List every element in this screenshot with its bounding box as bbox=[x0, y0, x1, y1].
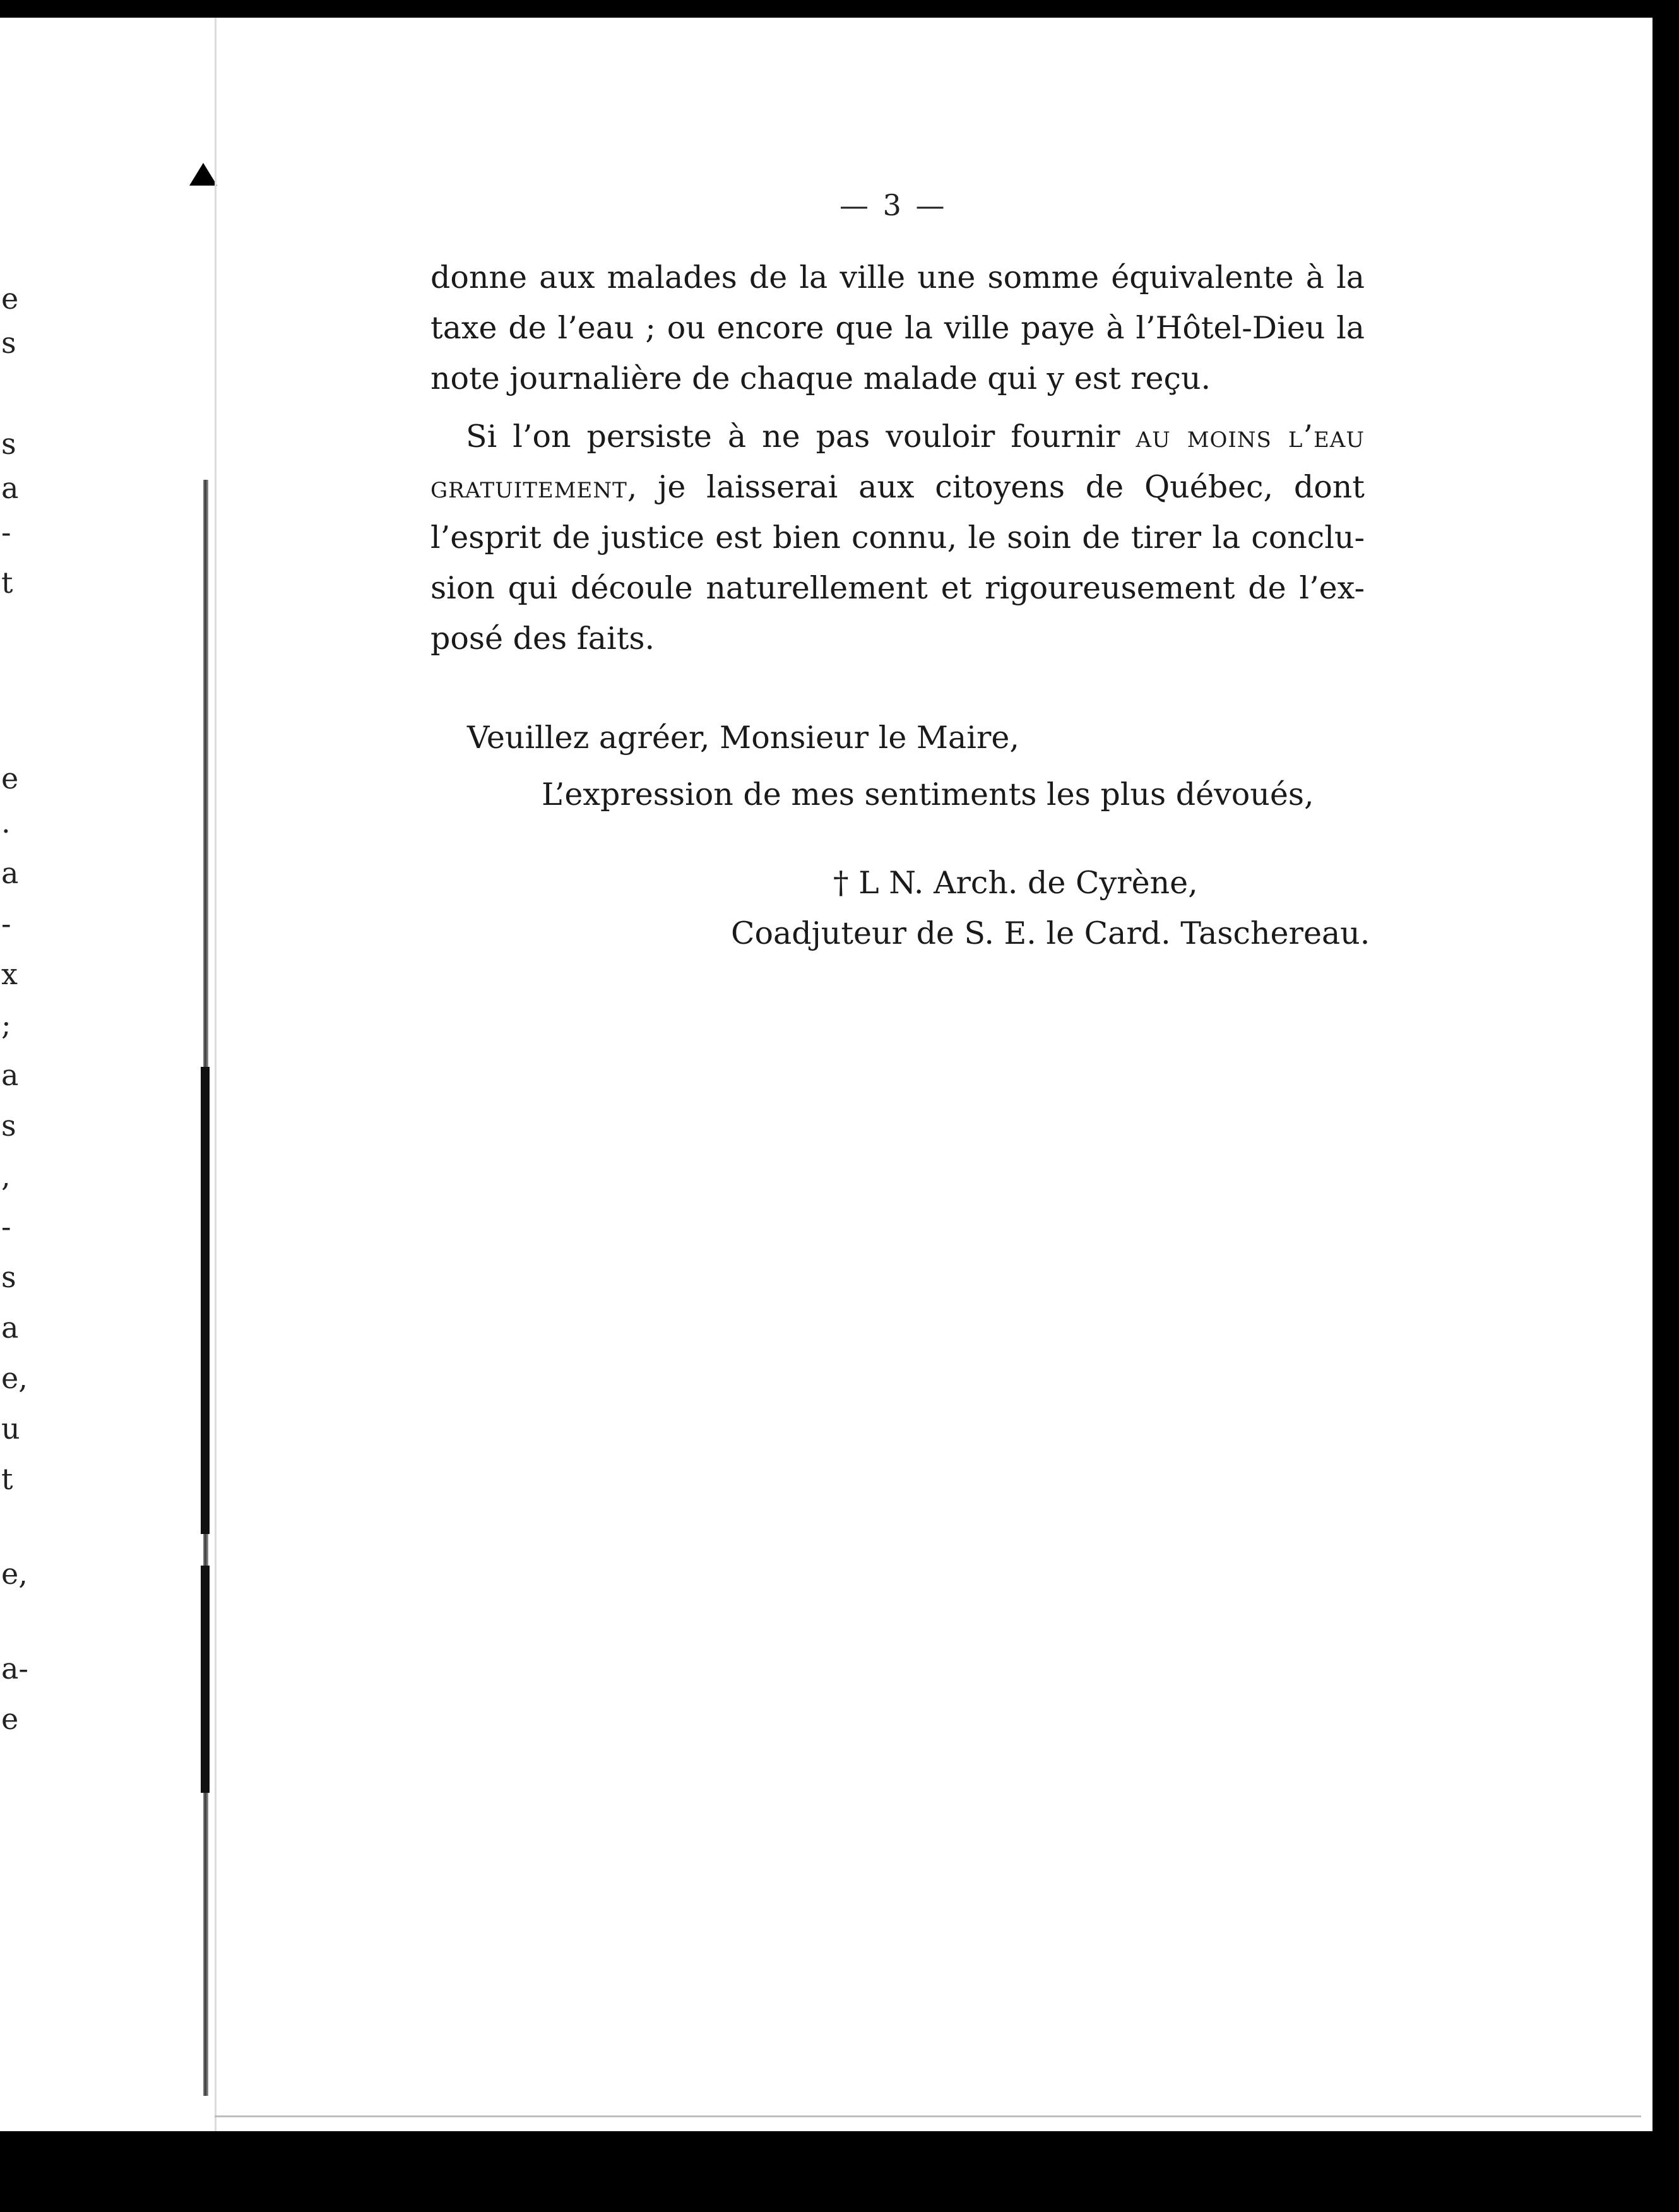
paragraph-2-line bbox=[430, 412, 1365, 462]
page-number: — 3 — bbox=[840, 188, 947, 222]
paragraph-2-text: , je laisserai aux citoyens de Québec, dont bbox=[627, 469, 1365, 505]
binding-gutter-shadow bbox=[201, 1067, 210, 1534]
body-text bbox=[430, 253, 1365, 664]
page-edge bbox=[215, 0, 217, 2212]
paragraph-2-text: Si l’on persiste à ne pas vouloir fournir bbox=[466, 419, 1136, 455]
paragraph-2 bbox=[430, 412, 1365, 664]
scan-border-right bbox=[1652, 0, 1679, 2212]
paragraph-2-line: l’esprit de justice est bien connu, le soin de tirer la conclu- bbox=[430, 520, 1365, 556]
binding-gutter-shadow bbox=[201, 1566, 210, 1793]
paragraph-2-line bbox=[430, 462, 1365, 513]
paragraph-1 bbox=[430, 253, 1365, 404]
paragraph-1-line: taxe de l’eau ; ou encore que la ville paye à l’Hôtel-Dieu la bbox=[430, 310, 1365, 346]
paragraph-2-line: posé des faits. bbox=[430, 621, 655, 657]
emphasis-text: au moins l’eau bbox=[1136, 419, 1365, 455]
scan-border-top bbox=[0, 0, 1679, 18]
scan-border-bottom bbox=[0, 2131, 1679, 2212]
paragraph-2-line: sion qui découle naturellement et rigoureusement de l’ex- bbox=[430, 570, 1365, 606]
closing-salutation: Veuillez agréer, Monsieur le Maire, bbox=[467, 720, 1019, 756]
closing-sentiment: L’expression de mes sentiments les plus dévoués, bbox=[542, 776, 1314, 812]
signature-title: Coadjuteur de S. E. le Card. Taschereau. bbox=[731, 915, 1370, 951]
page-bottom-edge bbox=[215, 2115, 1641, 2117]
previous-page-bleed: e s s a - t e . a - x ; a s , - s a e, u t e, a- e bbox=[1, 282, 28, 1736]
paragraph-1-line: donne aux malades de la ville une somme équivalente à la bbox=[430, 259, 1365, 295]
signature: † L N. Arch. de Cyrène, bbox=[833, 865, 1198, 901]
paragraph-1-line: note journalière de chaque malade qui y est reçu. bbox=[430, 360, 1211, 396]
emphasis-text: gratuitement bbox=[430, 469, 627, 505]
registration-marker bbox=[189, 163, 217, 186]
previous-page-margin bbox=[0, 0, 208, 2212]
